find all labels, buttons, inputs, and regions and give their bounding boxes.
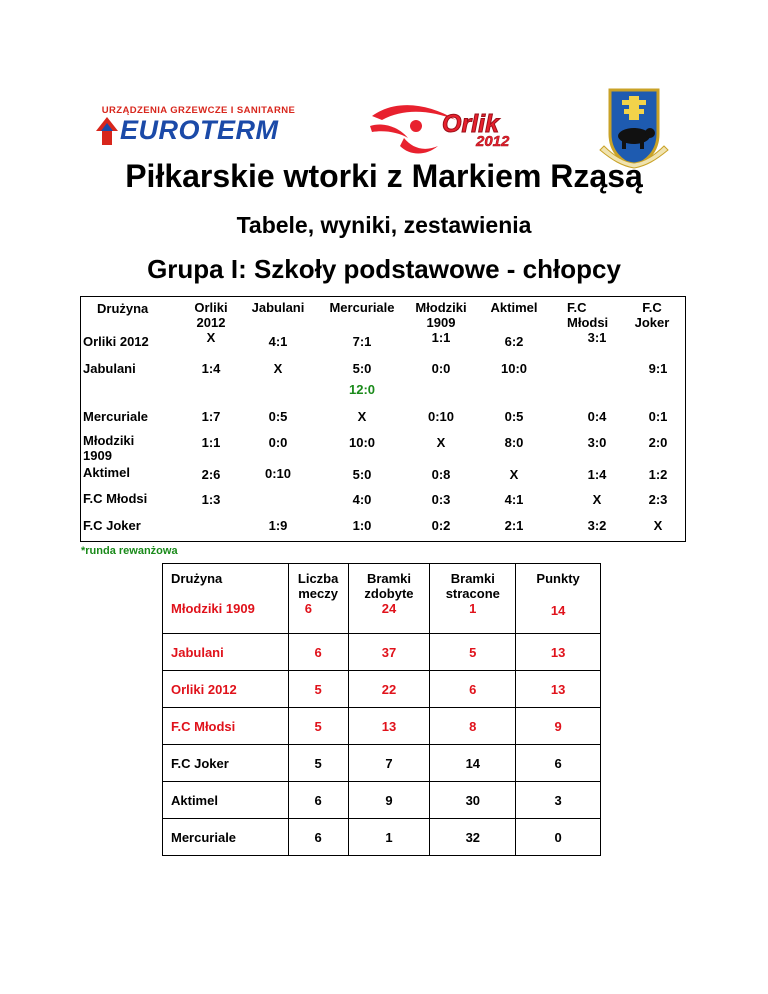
- table-cell: 0: [516, 819, 601, 856]
- table-row: [163, 634, 601, 671]
- row-cell: X: [273, 361, 283, 376]
- row-cell: 0:3: [431, 492, 451, 507]
- row-cell: 0:1: [648, 409, 668, 424]
- header-fc-joker: F.C Joker: [634, 300, 670, 330]
- row-team: Orliki 2012: [83, 334, 149, 349]
- row-cell: 8:0: [504, 435, 524, 450]
- row-cell: 0:5: [504, 409, 524, 424]
- header-mercuriale: Mercuriale: [329, 300, 395, 315]
- euroterm-logo: [96, 105, 301, 149]
- row-cell: 5:0: [352, 361, 372, 376]
- table-cell: 30: [430, 782, 516, 819]
- table-cell: 7: [348, 745, 430, 782]
- row-cell: 1:2: [648, 467, 668, 482]
- table-row-team: Aktimel: [163, 782, 289, 819]
- header-scored-label: Bramki zdobyte: [364, 571, 414, 601]
- table-row: [163, 671, 601, 708]
- table-row-team: F.C Młodsi: [163, 708, 289, 745]
- table-row-team: Mercuriale: [163, 819, 289, 856]
- row-cell: 1:3: [201, 492, 221, 507]
- row-cell: 2:1: [504, 518, 524, 533]
- orlik-wordmark: Orlik: [442, 110, 499, 138]
- row-cell: 2:3: [648, 492, 668, 507]
- group-title: Grupa I: Szkoły podstawowe - chłopcy: [147, 254, 621, 284]
- row-cell: 0:8: [431, 467, 451, 482]
- table-cell: 9: [516, 708, 601, 745]
- row-cell: 0:0: [268, 435, 288, 450]
- table-cell: 6: [304, 601, 312, 616]
- row-cell: 10:0: [348, 435, 376, 450]
- row-cell: 4:0: [352, 492, 372, 507]
- header-team-label: Drużyna: [171, 571, 223, 586]
- orlik-year: 2012: [476, 133, 510, 150]
- table-cell: 1: [469, 601, 477, 616]
- row-cell: 1:1: [431, 330, 451, 345]
- row-cell: X: [206, 330, 216, 345]
- table-cell: 8: [430, 708, 516, 745]
- standings-header-cell: [163, 564, 289, 634]
- row-team: Młodziki 1909: [83, 433, 135, 463]
- rematch-result: 12:0: [348, 382, 376, 397]
- table-cell: 1: [348, 819, 430, 856]
- row-cell: X: [653, 518, 663, 533]
- header-jabulani: Jabulani: [251, 300, 305, 315]
- table-row: [163, 708, 601, 745]
- row-cell: 3:1: [587, 330, 607, 345]
- euroterm-tagline: URZĄDZENIA GRZEWCZE I SANITARNE: [101, 105, 296, 116]
- header-conceded-label: Bramki stracone: [445, 571, 500, 601]
- results-matrix: [80, 296, 686, 542]
- table-row: [163, 819, 601, 856]
- row-cell: 3:2: [587, 518, 607, 533]
- table-cell: 14: [430, 745, 516, 782]
- header-games-label: Liczba meczy: [297, 571, 339, 601]
- row-cell: 2:6: [201, 467, 221, 482]
- row-cell: 5:0: [352, 467, 372, 482]
- table-cell: 6: [288, 819, 348, 856]
- row-cell: 4:1: [504, 492, 524, 507]
- orlik-logo: [364, 96, 560, 158]
- table-cell: 6: [288, 634, 348, 671]
- row-team: F.C Joker: [83, 518, 141, 533]
- table-cell: 13: [516, 634, 601, 671]
- row-cell: 0:0: [431, 361, 451, 376]
- euroterm-wordmark: EUROTERM: [120, 115, 279, 145]
- row-cell: 0:2: [431, 518, 451, 533]
- standings-header-cell: [516, 564, 601, 634]
- row-team: Jabulani: [83, 361, 136, 376]
- table-row-team: Młodziki 1909: [171, 601, 255, 616]
- row-team: Aktimel: [83, 465, 130, 480]
- header-mlodziki: Młodziki 1909: [415, 300, 467, 330]
- table-cell: 9: [348, 782, 430, 819]
- header-fc-mlodsi: F.C Młodsi: [567, 300, 609, 330]
- row-cell: 3:0: [587, 435, 607, 450]
- row-cell: 1:4: [201, 361, 221, 376]
- table-row: [163, 782, 601, 819]
- row-cell: 4:1: [268, 334, 288, 349]
- table-cell: 6: [516, 745, 601, 782]
- standings-header: [163, 564, 601, 634]
- standings-header-cell: [430, 564, 516, 634]
- table-row-team: Orliki 2012: [163, 671, 289, 708]
- row-cell: 1:0: [352, 518, 372, 533]
- row-cell: X: [592, 492, 602, 507]
- footnote: *runda rewanżowa: [81, 545, 178, 557]
- row-cell: 9:1: [648, 361, 668, 376]
- table-cell: 6: [430, 671, 516, 708]
- header-team: Drużyna: [97, 301, 149, 316]
- header-points-label: Punkty: [536, 571, 580, 586]
- row-cell: 10:0: [500, 361, 528, 376]
- row-team: Mercuriale: [83, 409, 149, 424]
- row-cell: 1:4: [587, 467, 607, 482]
- row-cell: 1:9: [268, 518, 288, 533]
- header-aktimel: Aktimel: [490, 300, 538, 315]
- table-row-team: Jabulani: [163, 634, 289, 671]
- row-cell: 0:10: [427, 409, 455, 424]
- standings-header-cell: [288, 564, 348, 634]
- row-cell: X: [436, 435, 446, 450]
- table-cell: 14: [550, 603, 566, 618]
- row-cell: 2:0: [648, 435, 668, 450]
- euroterm-mark-icon: [96, 117, 118, 145]
- table-row-team: F.C Joker: [163, 745, 289, 782]
- table-cell: 6: [288, 782, 348, 819]
- page-title: Piłkarskie wtorki z Markiem Rząsą: [125, 158, 643, 194]
- row-cell: 1:1: [201, 435, 221, 450]
- standings-table: [162, 563, 601, 845]
- row-team: F.C Młodsi: [83, 491, 148, 506]
- row-cell: X: [509, 467, 519, 482]
- row-cell: 6:2: [504, 334, 524, 349]
- row-cell: 0:4: [587, 409, 607, 424]
- table-cell: 5: [288, 671, 348, 708]
- row-cell: 0:5: [268, 409, 288, 424]
- table-cell: 3: [516, 782, 601, 819]
- row-cell: X: [357, 409, 367, 424]
- table-cell: 5: [288, 708, 348, 745]
- row-cell: 0:10: [264, 466, 292, 481]
- table-cell: 5: [288, 745, 348, 782]
- table-cell: 32: [430, 819, 516, 856]
- table-cell: 37: [348, 634, 430, 671]
- row-cell: 7:1: [352, 334, 372, 349]
- header-orliki: Orliki 2012: [194, 300, 228, 330]
- table-cell: 24: [381, 601, 397, 616]
- table-row: [163, 745, 601, 782]
- table-cell: 13: [516, 671, 601, 708]
- page-subtitle: Tabele, wyniki, zestawienia: [236, 212, 532, 238]
- table-cell: 22: [348, 671, 430, 708]
- standings-header-cell: [348, 564, 430, 634]
- table-cell: 13: [348, 708, 430, 745]
- row-cell: 1:7: [201, 409, 221, 424]
- table-cell: 5: [430, 634, 516, 671]
